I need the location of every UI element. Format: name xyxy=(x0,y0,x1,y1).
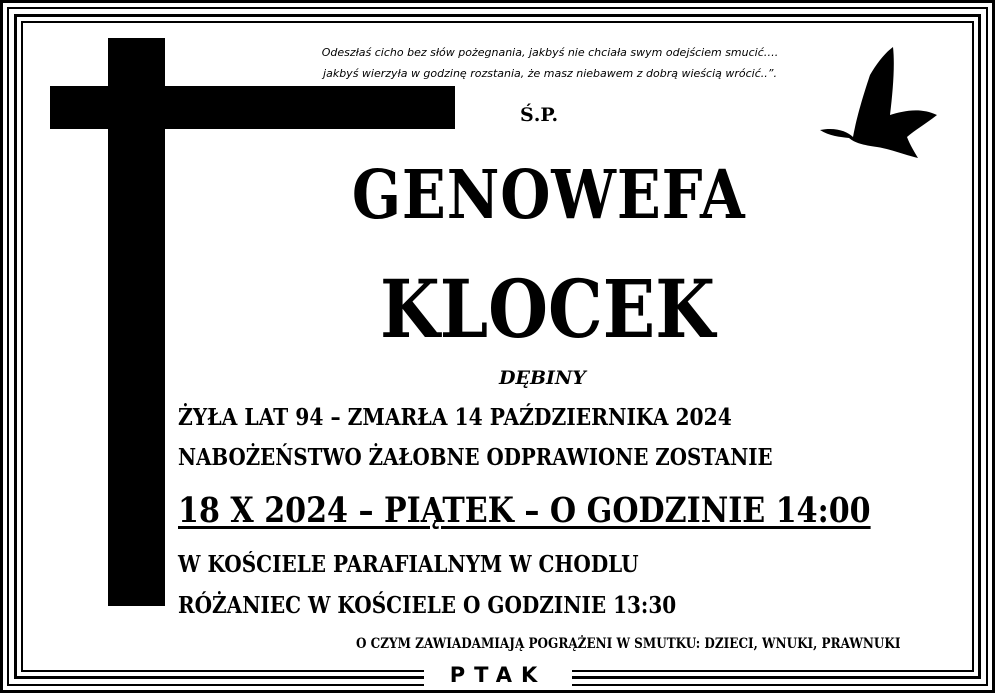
service-line: NABOŻEŃSTWO ŻAŁOBNE ODPRAWIONE ZOSTANIE xyxy=(178,444,773,471)
rosary-line: RÓŻANIEC W KOŚCIELE O GODZINIE 13:30 xyxy=(178,592,677,619)
funeral-date: 18 X 2024 – PIĄTEK – O GODZINIE 14:00 xyxy=(178,490,871,531)
poem-line-1: Odeszłaś cicho bez słów pożegnania, jakbyś nie chciała swym odejściem smucić…. xyxy=(321,46,779,59)
church-line: W KOŚCIELE PARAFIALNYM W CHODLU xyxy=(178,551,639,578)
place-name: DĘBINY xyxy=(499,367,586,389)
first-name: GENOWEFA xyxy=(351,155,746,234)
cross-horizontal-bar xyxy=(50,86,455,129)
brand-logo: PTAK xyxy=(424,662,572,686)
poem xyxy=(300,42,800,84)
last-name: KLOCEK xyxy=(379,262,716,356)
honorific: Ś.P. xyxy=(520,104,559,126)
family-line: O CZYM ZAWIADAMIAJĄ POGRĄŻENI W SMUTKU: DZIECI, WNUKI, PRAWNUKI xyxy=(356,636,901,652)
dove-icon xyxy=(815,45,945,165)
age-death-line: ŻYŁA LAT 94 – ZMARŁA 14 PAŹDZIERNIKA 2024 xyxy=(178,404,732,431)
poem-line-2: jakbyś wierzyła w godzinę rozstania, że masz niebawem z dobrą wieścią wrócić..”. xyxy=(323,67,777,80)
